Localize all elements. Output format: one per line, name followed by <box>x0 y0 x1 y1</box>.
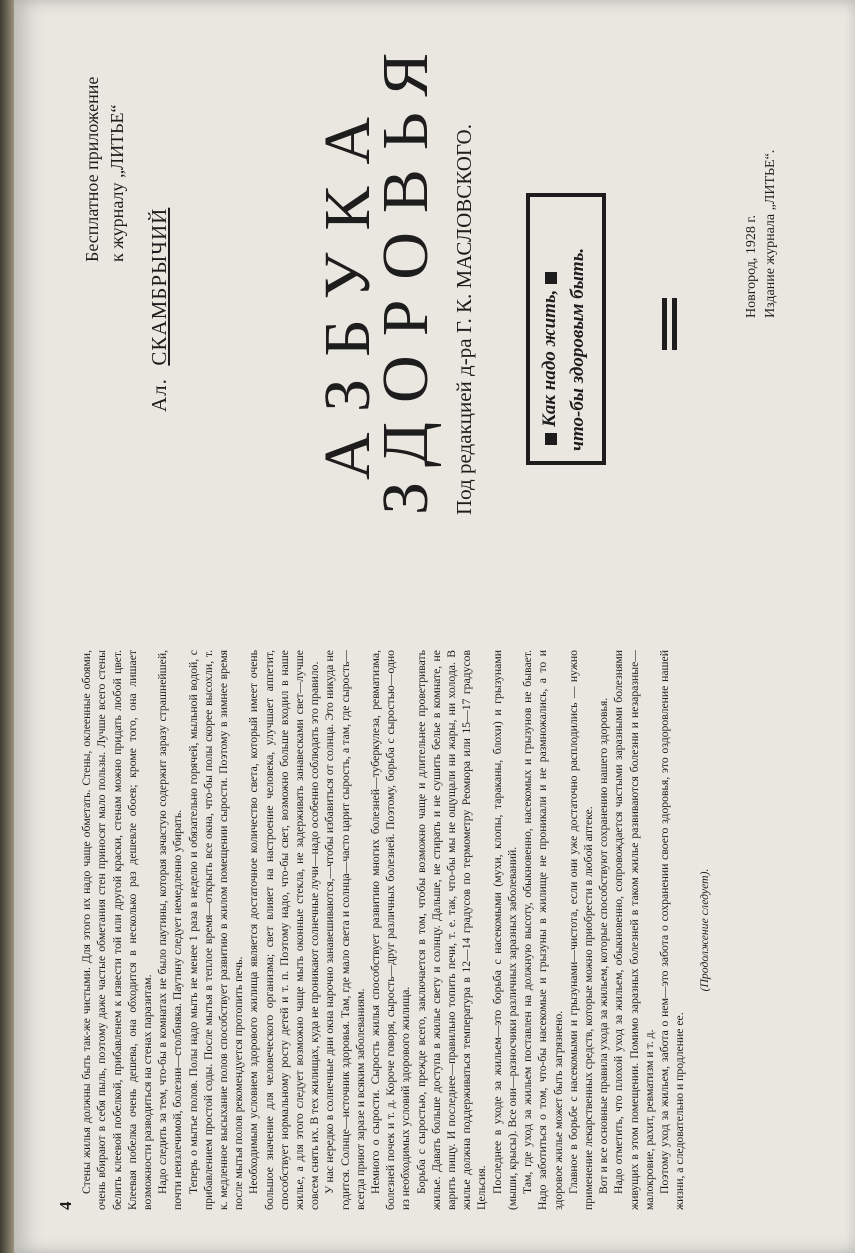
motto-line-1: Как надо жить, <box>539 289 560 427</box>
imprint-line-1: Новгород, 1928 г. <box>744 215 759 318</box>
author-line <box>147 208 172 412</box>
title-line-1: АЗБУКА <box>311 94 384 480</box>
imprint <box>742 150 780 318</box>
article-paragraph: Поэтому уход за жильем, забота о нем—это забота о сохранении своего здоровья, это оздоровление нашей жизни, а следовательно и продление ее. <box>657 650 687 1210</box>
supplement-line-1: Бесплатное приложение <box>82 76 102 262</box>
ornament-bar <box>672 298 677 350</box>
article-paragraph: Главное в борьбе с насекомыми и грызунами—чистота, если они уже достаточно расплодились — нужно применение лекарственных средств, которые можно приобрести в любой аптеке. <box>566 650 595 1210</box>
square-bullet-icon <box>545 433 557 445</box>
supplement-note <box>80 22 130 262</box>
article-paragraph: Немного о сырости. Сырость жилья способствует развитию многих болезней—туберкулеза, ревматизма, болезней почек и т. д. Короче говоря, сырость—друг различных болезней. Поэтому, борьба с сыростью—одно из необходимых условий здорового жилища. <box>369 650 413 1210</box>
article-paragraph: Борьба с сыростью, прежде всего, заключается в том, чтобы возможно чаще и длительнее проветривать жилье. Давать больше доступа в жилье свету и солнцу. Дальше, не стирать и не сушить белье в комнате, не варить пищу. И последнее—правильно топить печи, т. е. так, что-бы мы не ощущали ни жары, ни холода. В жилье должна поддерживаться температура в 12—14 градусов по термометру Реомюра или 15—17 градусов Цельсия. <box>414 650 489 1210</box>
ornament-bar <box>662 298 667 350</box>
supplement-line-2: к журналу „ЛИТЬЕ“ <box>107 104 127 262</box>
page-number: 4 <box>56 1201 75 1210</box>
page-sheet <box>14 0 855 1253</box>
motto-line-2: что-бы здоровым быть. <box>567 247 588 451</box>
continued-note: (Продолжение следует). <box>698 868 712 992</box>
editor-credit: Под редакцией д-ра Г. К. МАСЛОВСКОГО. <box>452 124 476 515</box>
article-paragraph: Надо отметить, что плохой уход за жильем, обыкновенно, сопровождается частыми заразными болезнями живущих в этом помещении. Помимо заразных болезней в таком жилье развиваются болезни и незаразные—малокровие, рахит, ревматизм и т. д. <box>612 650 656 1210</box>
author-name: СКАМБРЫЧИЙ <box>147 207 171 366</box>
square-bullet-icon <box>545 272 557 284</box>
article-paragraph: Последнее в уходе за жильем—это борьба с насекомыми (мухи, клопы, тараканы, блохи) и грызунами (мыши, крысы). Все они—разносчики различных заразных заболеваний. <box>490 650 519 1210</box>
author-prefix: Ал. <box>147 378 171 412</box>
imprint-line-2: Издание журнала „ЛИТЬЕ“. <box>763 149 778 318</box>
article-paragraph: Вот и все основные правила ухода за жильем, которые способствуют сохранению нашего здоровья. <box>597 697 611 1194</box>
motto-line-1-row <box>536 207 564 451</box>
article-paragraph: Там, где уход за жильем поставлен на должную высоту, обыкновенно, насекомых и грызунов не бывает. Надо заботиться о том, что-бы насекомые и грызуны в жилище не проникали и не размножались, а то и здоровое жилье может быть загрязнено. <box>521 650 565 1210</box>
article-paragraph: Надо следить за тем, что-бы в комнатах не было паутины, которая зачастую содержит заразу страшнейшей, почти неизлечимой, болезни—столбняка. Паутину следует немедленно убирать. <box>156 650 185 1210</box>
article-column <box>58 650 743 1210</box>
article-paragraph: У нас нередко в солнечные дни окна нарочно занавешиваются,—чтобы избавиться от солнца. Это никуда не годится. Солнце—источник здоровья. Там, где мало света и солнца—часто царит сырость, а там, где сырость—всегда приют заразе и всяким заболеваниям. <box>323 650 367 1210</box>
article-paragraph: Необходимым условием здорового жилища является достаточное количество света, который имеет очень большое значение для человеческого организма; свет влияет на настроение человека, улучшает аппетит, способствует нормальному росту детей и т. п. Поэтому надо, что-бы свет, возможно больше входил в наше жилье, а для этого следует возможно чаще мыть оконные стекла, не задерживать занавесками свет—лучше совсем снять их. В тех жилищах, куда не проникают солнечные лучи—надо особенно соблюдать это правило. <box>247 650 322 1210</box>
title-line-2: ЗДОРОВЬЯ <box>369 33 442 515</box>
article-paragraph: Стены жилья должны быть так-же чистыми. Для этого их надо чаще обметать. Стены, оклеенные обоями, очень вбирают в себя пыль, поэтому даже частые обметания стен приносят мало пользы. Лучше всего стены белить клеевой побелкой, прибавленем к извести той или другой краски, стенам можно придать любой цвет. Клеевая побелка очень дешева, она обходится в несколько раз дешевле обоев; кроме того, она лишает возможности разводиться на стенах паразитам. <box>80 650 155 1210</box>
ornament-bars <box>662 298 692 350</box>
article-paragraph: Теперь о мытье полов. Полы надо мыть не менее 1 раза в неделю и обязательно горячей, мыльной водой, с прибавлением простой соды. После мытья в теплое время—открыть все окна, что-бы полы скорее высохли, т. к. медленное высыхание полов способствует развитию в жилом помещении сырости. Поэтому в зимнее время после мытья полов рекомендуется протопить печь. <box>186 650 246 1210</box>
motto-box <box>526 193 606 465</box>
